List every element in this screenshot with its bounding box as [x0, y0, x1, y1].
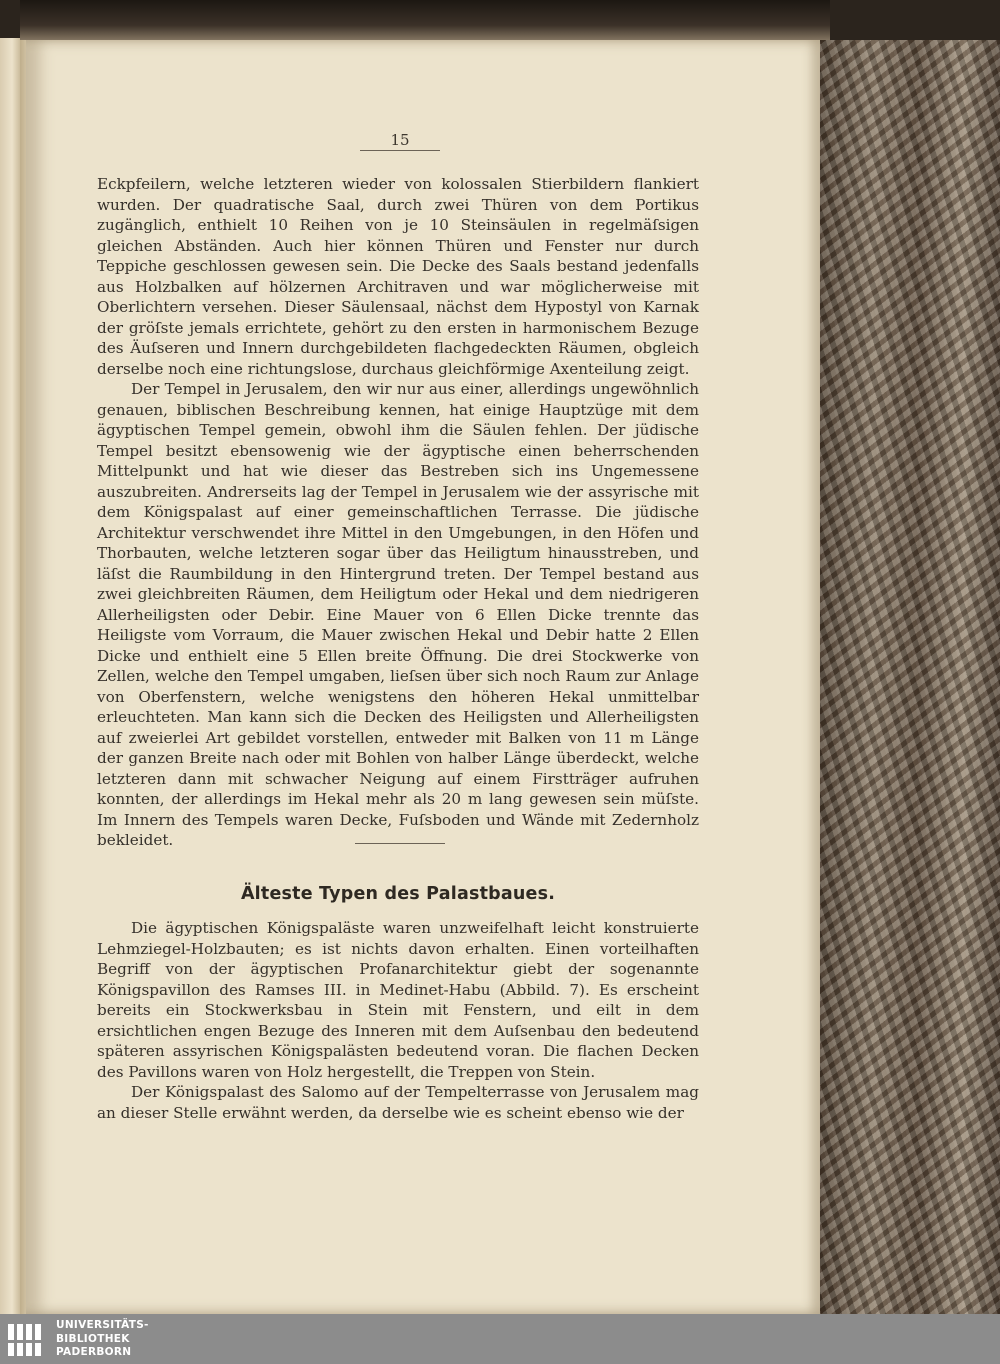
- paragraph: Der Tempel in Jerusalem, den wir nur aus einer, allerdings ungewöhnlich genauen, biblischen Beschreibung kennen, hat einige Hauptzüge mit dem ägyptischen Tempel gemein, obwohl ihm die Säulen fehlen. Der jüdische Tempel besitzt ebensowenig wie der ägyptische einen beherrschenden Mittelpunkt und hat wie dieser das Bestreben sich ins Ungemessene auszubreiten. Andrerseits lag der Tempel in Jerusalem wie der assyrische mit dem Königspalast auf einer gemeinschaftlichen Terrasse. Die jüdische Architektur verschwendet ihre Mittel in den Umgebungen, in den Höfen und Thorbauten, welche letzteren sogar über das Heiligtum hinausstreben, und läſst die Raumbildung in den Hintergrund treten. Der Tempel bestand aus zwei gleichbreiten Räumen, dem Heiligtum oder Hekal und dem niedrigeren Allerheiligsten oder Debir. Eine Mauer von 6 Ellen Dicke trennte das Heiligste vom Vorraum, die Mauer zwischen Hekal und Debir hatte 2 Ellen Dicke und enthielt eine 5 Ellen breite Öffnung. Die drei Stockwerke von Zellen, welche den Tempel umgaben, lieſsen über sich noch Raum zur Anlage von Oberfenstern, welche wenigstens den höheren Hekal unmittelbar erleuchteten. Man kann sich die Decken des Heiligsten und Allerheiligsten auf zweierlei Art gebildet vorstellen, entweder mit Balken von 11 m Länge der ganzen Breite nach oder mit Bohlen von halber Länge überdeckt, welche letzteren dann mit schwacher Neigung auf einem Firstträger aufruhen konnten, der allerdings im Hekal mehr als 20 m lang gewesen sein müſste. Im Innern des Tempels waren Decke, Fuſsboden und Wände mit Zedernholz bekleidet.: [97, 380, 699, 849]
- library-logo-icon: [6, 1320, 46, 1360]
- paragraph: Die ägyptischen Königspaläste waren unzweifelhaft leicht konstruierte Lehmziegel-Holzbauten; es ist nichts davon erhalten. Einen vorteilhaften Begriff von der ägyptischen Profanarchitektur giebt der sogenannte Königspavillon des Ramses III. in Medinet-Habu (Abbild. 7). Es erscheint bereits ein Stockwerksbau in Stein mit Fenstern, und eilt in dem ersichtlichen engen Bezuge des Inneren mit dem Auſsenbau den bedeutend späteren assyrischen Königspalästen bedeutend voran. Die flachen Decken des Pavillons waren von Holz hergestellt, die Treppen von Stein.: [97, 919, 699, 1081]
- body-text-section-2: [97, 918, 699, 1123]
- marbled-cover-edge: [818, 40, 1000, 1314]
- section-heading: Älteste Typen des Palastbaues.: [240, 884, 556, 904]
- body-text-section-1: [97, 174, 699, 851]
- page-number: 15: [360, 131, 440, 151]
- section-divider: [355, 843, 445, 844]
- library-name: [56, 1319, 149, 1360]
- paragraph: Der Königspalast des Salomo auf der Tempelterrasse von Jerusalem mag an dieser Stelle erwähnt werden, da derselbe wie es scheint ebenso wie der: [97, 1083, 699, 1122]
- library-name-line: PADERBORN: [56, 1346, 132, 1358]
- paragraph: Eckpfeilern, welche letzteren wieder von kolossalen Stierbildern flankiert wurden. Der quadratische Saal, durch zwei Thüren von dem Portikus zugänglich, enthielt 10 Reihen von je 10 Steinsäulen in regelmäſsigen gleichen Abständen. Auch hier können Thüren und Fenster nur durch Teppiche geschlossen gewesen sein. Die Decke des Saals bestand jedenfalls aus Holzbalken auf hölzernen Architraven und war möglicherweise mit Oberlichtern versehen. Dieser Säulensaal, nächst dem Hypostyl von Karnak der gröſste jemals errichtete, gehört zu den ersten in harmonischem Bezuge des Äuſseren und Innern durchgebildeten flachgedeckten Räumen, obgleich derselbe noch eine richtungslose, durchaus gleichförmige Axenteilung zeigt.: [97, 175, 699, 378]
- library-name-line: BIBLIOTHEK: [56, 1332, 130, 1345]
- library-footer: [0, 1314, 1000, 1364]
- library-name-line: UNIVERSITÄTS-: [56, 1319, 149, 1331]
- left-page-edge: [0, 38, 20, 1314]
